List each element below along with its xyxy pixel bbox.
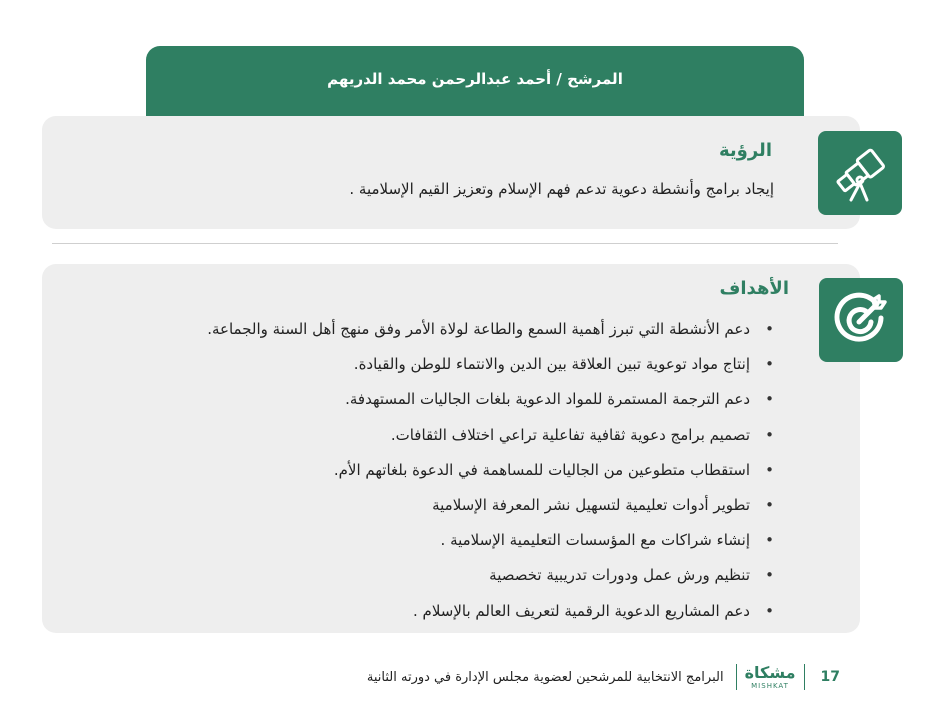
goals-title: الأهداف bbox=[719, 278, 789, 299]
goal-item: • إنشاء شراكات مع المؤسسات التعليمية الإسلامية . bbox=[207, 525, 774, 560]
brand-name-ar: مشكاة bbox=[744, 662, 796, 682]
vision-text: إيجاد برامج وأنشطة دعوية تدعم فهم الإسلام وتعزيز القيم الإسلامية . bbox=[349, 180, 774, 198]
goal-item: • دعم المشاريع الدعوية الرقمية لتعريف العالم بالإسلام . bbox=[207, 596, 774, 631]
footer-divider bbox=[736, 664, 737, 690]
footer-title: البرامج الانتخابية للمرشحين لعضوية مجلس الإدارة في دورته الثانية bbox=[366, 669, 724, 685]
vision-card bbox=[42, 116, 860, 229]
footer-divider bbox=[804, 664, 805, 690]
telescope-icon bbox=[818, 131, 902, 215]
goals-list bbox=[207, 314, 774, 631]
section-divider bbox=[52, 243, 838, 244]
vision-title: الرؤية bbox=[719, 140, 772, 161]
goal-item: • تصميم برامج دعوية ثقافية تفاعلية تراعي اختلاف الثقافات. bbox=[207, 420, 774, 455]
brand-logo bbox=[744, 662, 796, 690]
goal-item: • إنتاج مواد توعوية تبين العلاقة بين الدين والانتماء للوطن والقيادة. bbox=[207, 349, 774, 384]
goal-item: • تطوير أدوات تعليمية لتسهيل نشر المعرفة الإسلامية bbox=[207, 490, 774, 525]
brand-name-en: MISHKAT bbox=[751, 681, 789, 690]
goal-item: • تنظيم ورش عمل ودورات تدريبية تخصصية bbox=[207, 560, 774, 595]
candidate-name: المرشح / أحمد عبدالرحمن محمد الدريهم bbox=[327, 70, 623, 88]
goal-item: • دعم الأنشطة التي تبرز أهمية السمع والطاعة لولاة الأمر وفق منهج أهل السنة والجماعة. bbox=[207, 314, 774, 349]
footer bbox=[280, 662, 840, 692]
goal-item: • استقطاب متطوعين من الجاليات للمساهمة في الدعوة بلغاتهم الأم. bbox=[207, 455, 774, 490]
target-icon bbox=[819, 278, 903, 362]
goal-item: • دعم الترجمة المستمرة للمواد الدعوية بلغات الجاليات المستهدفة. bbox=[207, 384, 774, 419]
page-number: 17 bbox=[820, 669, 840, 685]
candidate-header bbox=[146, 46, 804, 118]
